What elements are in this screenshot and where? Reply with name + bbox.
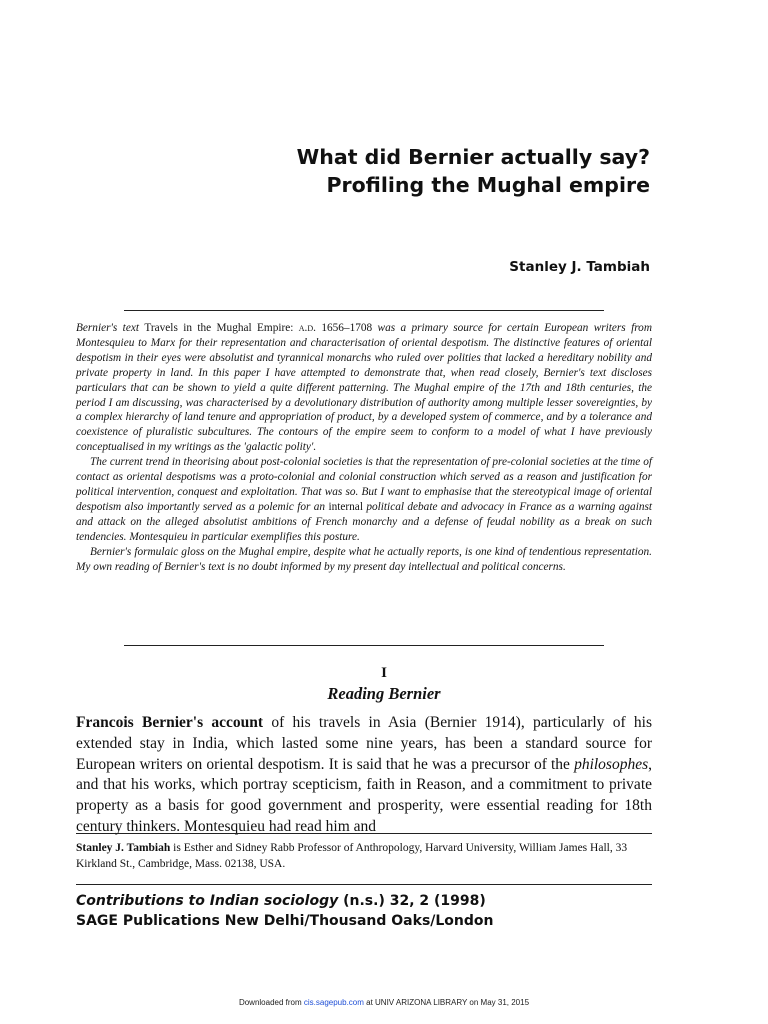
abstract-paragraph-2 xyxy=(76,455,652,544)
article-author: Stanley J. Tambiah xyxy=(509,259,650,275)
abstract-internal-word: internal xyxy=(328,500,363,513)
abstract-paragraph-3: Bernier's formulaic gloss on the Mughal empire, despite what he actually reports, is one kind of tendentious representation. My own reading of Bernier's text is no doubt informed by my present day intellectual and political concerns. xyxy=(76,545,652,573)
abstract xyxy=(76,321,652,574)
abstract-years: 1656–1708 xyxy=(321,322,373,334)
footnote-rule xyxy=(76,833,652,834)
download-suffix: at UNIV ARIZONA LIBRARY on May 31, 2015 xyxy=(363,998,530,1007)
abstract-top-rule xyxy=(124,310,604,311)
body-lead: Francois Bernier's account xyxy=(76,714,264,731)
footnote-affiliation: is Esther and Sidney Rabb Professor of Anthropology, Harvard University, William James Hall, 33 Kirkland St., Cambridge, Mass. 02138, USA. xyxy=(76,842,628,870)
article-title-line-1: What did Bernier actually say? xyxy=(296,145,650,169)
body-paragraph xyxy=(76,713,652,838)
section-title: Reading Bernier xyxy=(327,684,441,703)
journal-name: Contributions to Indian sociology xyxy=(76,893,339,909)
article-title-line-2: Profiling the Mughal empire xyxy=(326,173,650,197)
journal-line-1 xyxy=(76,891,652,911)
article-title xyxy=(297,143,650,199)
journal-issue: (n.s.) 32, 2 (1998) xyxy=(338,893,486,909)
download-prefix: Downloaded from xyxy=(238,998,304,1007)
body-text-part-2: , and that his works, which portray scepticism, faith in Reason, and a commitment to private property as a basis for good government and prosperity, were essential reading for 18th century thinkers. Montesquieu had read him and xyxy=(76,755,652,835)
journal-citation xyxy=(76,891,652,931)
download-source-link[interactable]: cis.sagepub.com xyxy=(303,998,364,1007)
section-number: I xyxy=(381,665,387,681)
abstract-lead: Bernier's text xyxy=(76,322,139,334)
body-italic-term: philosophes xyxy=(574,755,649,773)
footnote-author-name: Stanley J. Tambiah xyxy=(76,842,171,854)
footnote-paragraph xyxy=(76,840,652,872)
download-notice xyxy=(0,998,768,1007)
abstract-bottom-rule xyxy=(124,645,604,646)
abstract-paragraph-1 xyxy=(76,321,652,455)
author-footnote xyxy=(76,840,652,872)
abstract-paragraph-1-text: was a primary source for certain European writers from Montesquieu to Marx for their representation and characterisation of oriental despotism. The distinctive features of oriental despotism in their eyes were absolutist and tyrannical monarchs who ruled over polities that lacked a hereditary nobility and private property in land. In this paper I have attempted to demonstrate that, when read closely, Bernier's text discloses particulars that can be shown to yield a quite different patterning. The Mughal empire of the 17th and 18th centuries, the period I am discussing, was characterised by a devolutionary distribution of authority among multiple lesser sovereignties, by a complex hierarchy of land tenure and appropriation of product, by a developed system of commerce, and by a tolerance and coexistence of pluralistic subcultures. The contours of the empire seem to conform to a model of what I have previously conceptualised in my writings as the 'galactic polity'. xyxy=(76,322,652,454)
body-text xyxy=(76,713,652,838)
abstract-book-title: Travels in the Mughal Empire: xyxy=(144,322,294,334)
journal-publisher: SAGE Publications New Delhi/Thousand Oaks/London xyxy=(76,913,494,929)
abstract-paragraph-2-text-b: political debate and advocacy in France as a warning against and attack on the alleged absolutist ambitions of French monarchy and a defense of feudal nobility as a break on such tendencies. Montesquieu in particular exemplifies this posture. xyxy=(76,500,653,543)
abstract-era: a.d. xyxy=(298,322,316,334)
abstract-paragraph-2-text-a: The current trend in theorising about post-colonial societies is that the representation of pre-colonial societies at the time of contact as oriental despotisms was a proto-colonial and colonial construction which served as a reason and justification for political intervention, conquest and exploitation. That was so. But I want to emphasise that the stereotypical image of oriental despotism also importantly served as a polemic for an xyxy=(76,456,652,513)
body-text-part-1: of his travels in Asia (Bernier 1914), particularly of his extended stay in India, which lasted some nine years, has been a standard source for European writers on oriental despotism. It is said that he was a precursor of the xyxy=(76,714,652,773)
journal-rule xyxy=(76,884,652,885)
